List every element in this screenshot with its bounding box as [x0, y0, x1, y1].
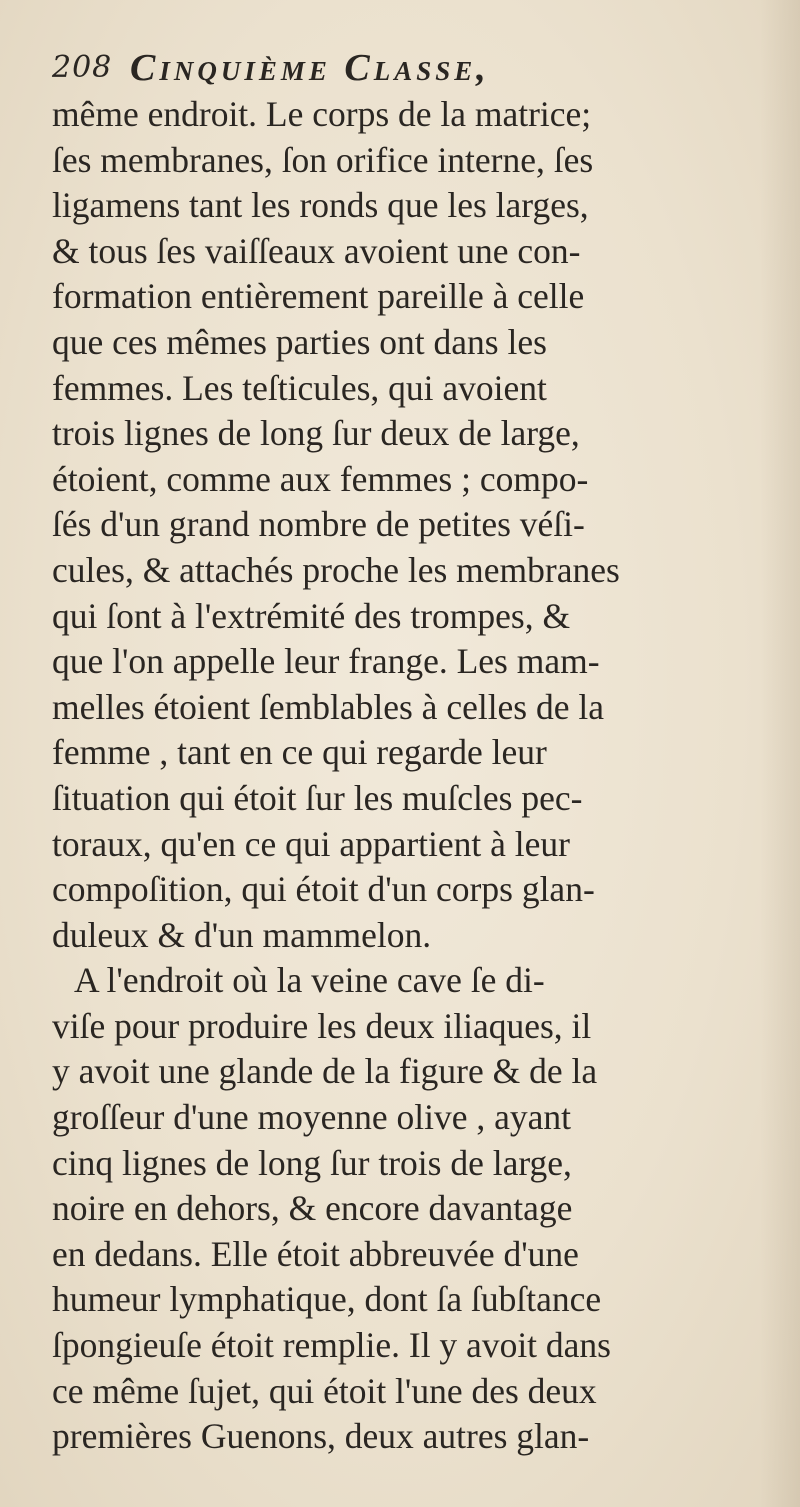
text-line: groſſeur d'une moyenne olive , ayant: [52, 1097, 572, 1138]
text-line: ſituation qui étoit ſur les muſcles pec-: [52, 777, 583, 818]
text-line: femme , tant en ce qui regarde leur: [52, 732, 547, 773]
running-head: [52, 44, 772, 94]
text-line: noire en dehors, & encore davantage: [52, 1188, 573, 1229]
text-line: premières Guenons, deux autres glan-: [52, 1416, 590, 1457]
text-line: melles étoient ſemblables à celles de la: [52, 686, 605, 727]
text-line: ſpongieuſe étoit remplie. Il y avoit dans: [52, 1325, 611, 1366]
text-line: y avoit une glande de la figure & de la: [52, 1051, 598, 1092]
text-line: ligamens tant les ronds que les larges,: [52, 185, 589, 226]
text-line: que ces mêmes parties ont dans les: [52, 321, 547, 362]
text-line: toraux, qu'en ce qui appartient à leur: [52, 823, 570, 864]
body-text: [52, 92, 788, 1460]
text-line: ſes membranes, ſon orifice interne, ſes: [52, 139, 594, 180]
text-line: formation entièrement pareille à celle: [52, 276, 585, 317]
text-line: trois lignes de long ſur deux de large,: [52, 413, 580, 454]
text-line: même endroit. Le corps de la matrice;: [52, 94, 592, 134]
text-line: étoient, comme aux femmes ; compo-: [52, 458, 589, 499]
paragraph-start-line: A l'endroit où la veine cave ſe di-: [74, 960, 545, 1001]
page-number: 208: [52, 50, 113, 85]
text-line: humeur lymphatique, dont ſa ſubſtance: [52, 1279, 602, 1320]
text-line: que l'on appelle leur frange. Les mam-: [52, 641, 600, 682]
text-line: femmes. Les teſticules, qui avoient: [52, 367, 547, 408]
text-line: en dedans. Elle étoit abbreuvée d'une: [52, 1233, 579, 1274]
text-line: cules, & attachés proche les membranes: [52, 549, 620, 590]
text-line: cinq lignes de long ſur trois de large,: [52, 1142, 572, 1183]
running-head-title: Cinquième Classe,: [130, 47, 490, 89]
text-line: viſe pour produire les deux iliaques, il: [52, 1005, 592, 1046]
text-line: duleux & d'un mammelon.: [52, 914, 432, 955]
text-line: ſés d'un grand nombre de petites véſi-: [52, 504, 585, 545]
text-line: compoſition, qui étoit d'un corps glan-: [52, 869, 595, 910]
text-line: ce même ſujet, qui étoit l'une des deux: [52, 1370, 597, 1411]
text-line: & tous ſes vaiſſeaux avoient une con-: [52, 230, 581, 271]
text-line: qui ſont à l'extrémité des trompes, &: [52, 595, 571, 636]
